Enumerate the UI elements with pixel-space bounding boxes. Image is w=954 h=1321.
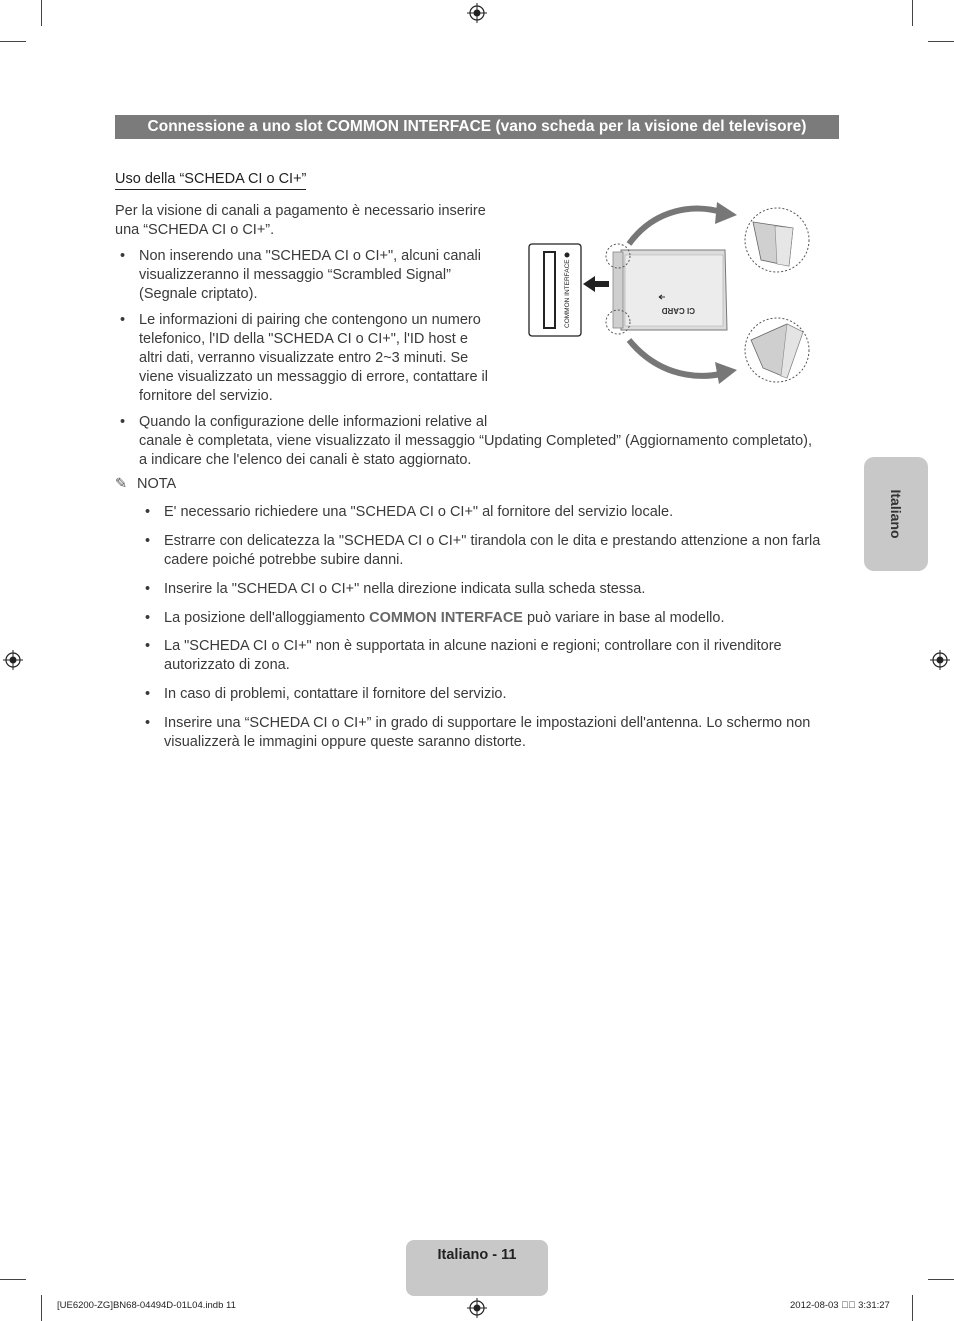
bullet-item (120, 413, 812, 470)
insert-arrow-icon (583, 276, 609, 292)
emphasis-text: COMMON INTERFACE (369, 610, 523, 626)
bullet-dot: • (120, 248, 126, 264)
text-line: Non inserendo una "SCHEDA CI o CI+", alcuni canali (139, 248, 481, 264)
bullet-dot: • (145, 610, 151, 626)
card-label: CI CARD (661, 306, 695, 315)
note-item (145, 609, 725, 628)
text-line: visualizzeranno il messaggio “Scrambled Signal” (139, 267, 451, 283)
text-line: visualizzerà le immagini oppure queste saranno distorte. (164, 734, 526, 750)
curved-arrow-icon (629, 340, 721, 376)
pencil-note-icon: ✎ (115, 476, 128, 492)
note-item (145, 714, 811, 752)
text-run: La posizione dell'alloggiamento (164, 610, 370, 626)
text-line: Inserire la "SCHEDA CI o CI+" nella direzione indicata sulla scheda stessa. (164, 581, 646, 597)
side-tab-label: Italiano (888, 489, 904, 539)
bullet-dot: • (120, 312, 126, 328)
text-line: canale è completata, viene visualizzato il messaggio “Updating Completed” (Aggiornamento completato), (139, 433, 812, 449)
bullet-dot: • (145, 638, 151, 654)
bullet-dot: • (145, 715, 151, 731)
text-line: Le informazioni di pairing che contengono un numero (139, 312, 481, 328)
text-line: Estrarre con delicatezza la "SCHEDA CI o CI+" tirandola con le dita e prestando attenzione a non farla (164, 533, 821, 549)
bullet-item (120, 311, 488, 406)
registration-mark-icon (3, 650, 23, 670)
slot-label: COMMON INTERFACE (564, 259, 571, 328)
text-line: Per la visione di canali a pagamento è necessario inserire (115, 203, 486, 219)
text-line: cadere poiché potrebbe subire danni. (164, 552, 404, 568)
page-label: Italiano - 11 (437, 1247, 517, 1263)
bullet-item (120, 247, 481, 304)
text-line: a indicare che l'elenco dei canali è stato aggiornato. (139, 452, 472, 468)
footer-file-info: [UE6200-ZG]BN68-04494D-01L04.indb 11 (57, 1300, 236, 1311)
text-line: Inserire una “SCHEDA CI o CI+” in grado di supportare le impostazioni dell'antenna. Lo schermo non (164, 715, 811, 731)
language-side-tab (864, 457, 928, 571)
bullet-dot: • (120, 414, 126, 430)
text-line: La "SCHEDA CI o CI+" non è supportata in alcune nazioni e regioni; controllare con il rivenditore (164, 638, 782, 654)
registration-mark-icon (467, 3, 487, 23)
slot-opening (544, 252, 555, 328)
bullet-dot: • (145, 504, 151, 520)
crop-mark (41, 0, 42, 26)
ci-card-illustration (525, 200, 815, 390)
text-line: telefonico, l'ID della "SCHEDA CI o CI+", l'ID host e (139, 331, 468, 347)
nota-label: NOTA (137, 476, 177, 492)
registration-mark-icon (930, 650, 950, 670)
text-line: viene visualizzato un messaggio di errore, contattare il (139, 369, 488, 385)
note-item (145, 580, 646, 599)
section-header: Connessione a uno slot COMMON INTERFACE (vano scheda per la visione del televisore) (115, 115, 839, 139)
subheading: Uso della “SCHEDA CI o CI+” (115, 171, 306, 190)
text-line: (Segnale criptato). (139, 286, 258, 302)
footer-timestamp: 2012-08-03 ￿￿ 3:31:27 (790, 1300, 890, 1311)
text-line: autorizzato di zona. (164, 657, 290, 673)
registration-mark-icon (467, 1298, 487, 1318)
note-item (145, 685, 507, 704)
crop-mark (928, 41, 954, 42)
text-line: Quando la configurazione delle informazioni relative al (139, 414, 488, 430)
crop-mark (912, 0, 913, 26)
intro-paragraph (115, 202, 486, 240)
text-line: E' necessario richiedere una "SCHEDA CI o CI+" al fornitore del servizio locale. (164, 504, 674, 520)
text-run: può variare in base al modello. (522, 610, 725, 626)
curved-arrow-icon (629, 209, 721, 244)
crop-mark (928, 1279, 954, 1280)
crop-mark (0, 41, 26, 42)
text-line (164, 609, 724, 628)
nota-heading (115, 475, 176, 494)
page-number-tab (406, 1240, 548, 1296)
bullet-dot: • (145, 533, 151, 549)
crop-mark (912, 1295, 913, 1321)
crop-mark (0, 1279, 26, 1280)
note-item (145, 532, 821, 570)
note-item (145, 637, 782, 675)
slot-dot-icon (565, 253, 570, 258)
text-line: fornitore del servizio. (139, 388, 273, 404)
note-item (145, 503, 674, 522)
bullet-dot: • (145, 686, 151, 702)
text-line: una “SCHEDA CI o CI+”. (115, 222, 275, 238)
bullet-dot: • (145, 581, 151, 597)
text-line: altri dati, verranno visualizzate entro 2~3 minuti. Se (139, 350, 469, 366)
text-line: In caso di problemi, contattare il fornitore del servizio. (164, 686, 507, 702)
crop-mark (41, 1295, 42, 1321)
